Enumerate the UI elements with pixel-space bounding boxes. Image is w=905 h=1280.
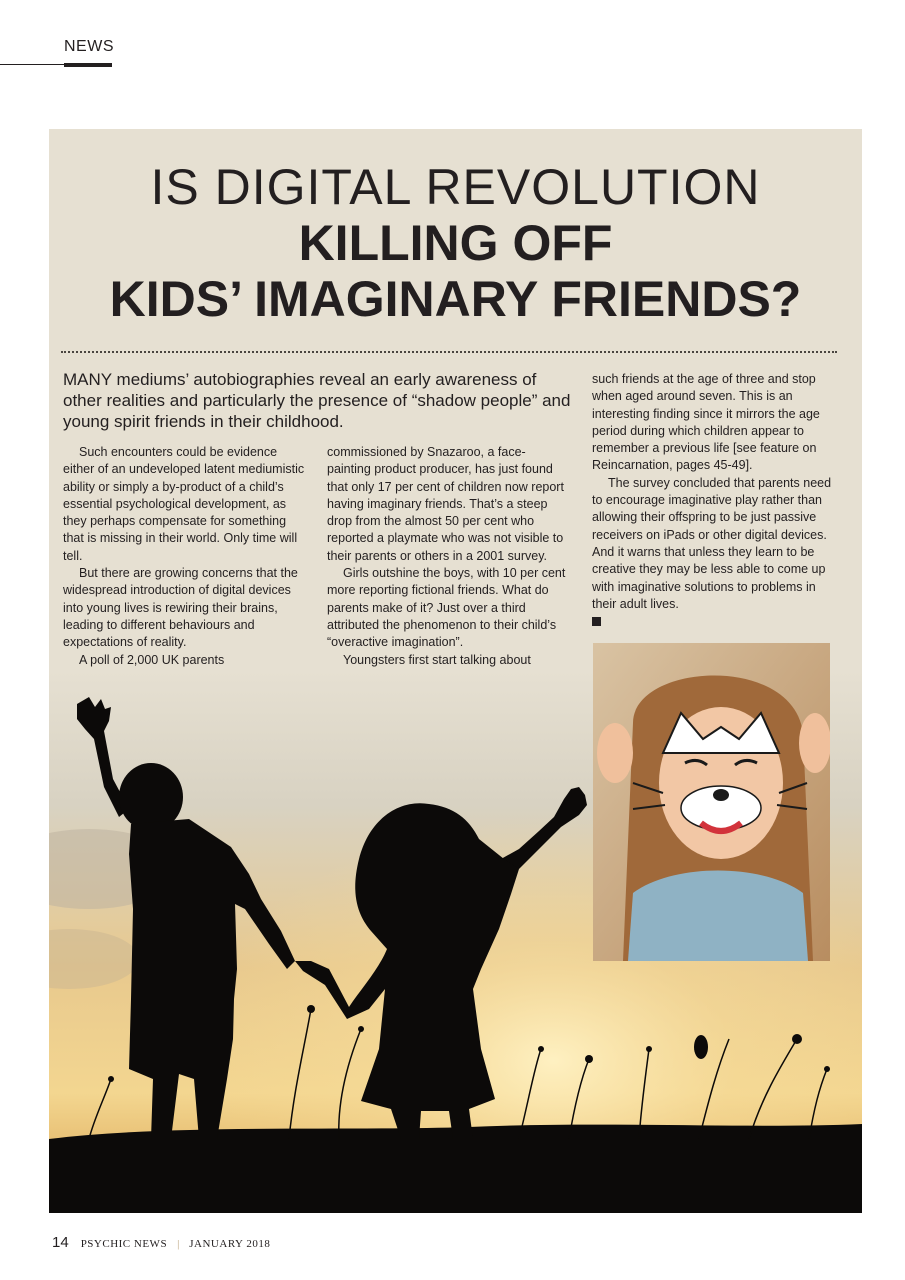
article-panel (49, 129, 862, 1213)
paragraph: But there are growing concerns that the widespread introduction of digital devices into young lives is rewiring their brains, leading to different behaviours and expectations of reality. (63, 566, 298, 650)
headline-line-2: KILLING OFF (298, 215, 613, 271)
body-column-3 (592, 371, 838, 631)
paragraph: The survey concluded that parents need to encourage imaginative play rather than allowing their offspring to be just passive receivers on iPads or other digital devices. And it warns that unless they learn to be creative they may be less able to come up with imaginative solutions to problems in their adult lives. (592, 475, 832, 611)
section-rule-accent (64, 63, 112, 67)
publication-name: PSYCHIC NEWS (80, 1238, 168, 1250)
issue-date: JANUARY 2018 (189, 1238, 271, 1250)
body-column-2 (327, 444, 569, 669)
dotted-divider (61, 351, 837, 353)
headline (49, 159, 862, 327)
paragraph: Such encounters could be evidence either of an undeveloped latent mediumistic ability or simply a by-product of a child’s essential psychological development, as they perhaps compensate for something that is missing in their world. Only time will tell. (63, 445, 305, 563)
standfirst: MANY mediums’ autobiographies reveal an early awareness of other realities and particularly the presence of “shadow people” and young spirit friends in their childhood. (63, 370, 571, 431)
paragraph: A poll of 2,000 UK parents (79, 652, 225, 667)
end-mark-icon (592, 617, 601, 626)
paragraph: such friends at the age of three and stop when aged around seven. This is an interesting finding since it mirrors the age period during which children appear to remember a previous life [see feature on Reincarnation, pages 45-49]. (592, 372, 820, 473)
paragraph: Youngsters first start talking about (343, 652, 531, 667)
paragraph: commissioned by Snazaroo, a face-painting product producer, has just found that only 17 per cent of children now report having imaginary friends. That’s a steep drop from the almost 50 per cent who reported a playmate who was not visible to their parents or others in a 2001 survey. (327, 445, 564, 563)
page-footer (52, 1234, 270, 1252)
section-label: NEWS (64, 38, 114, 55)
paragraph: Girls outshine the boys, with 10 per cent more reporting fictional friends. What do parents make of it? Just over a third attributed the phenomenon to their child’s “overactive imagination”. (327, 566, 566, 650)
headline-line-3: KIDS’ IMAGINARY FRIENDS? (109, 271, 802, 327)
page-number: 14 (52, 1234, 69, 1251)
footer-separator: | (177, 1238, 180, 1250)
headline-line-1: IS DIGITAL REVOLUTION (150, 159, 761, 215)
girl-cat-face-paint-photo (593, 643, 830, 961)
body-column-1 (63, 444, 305, 669)
